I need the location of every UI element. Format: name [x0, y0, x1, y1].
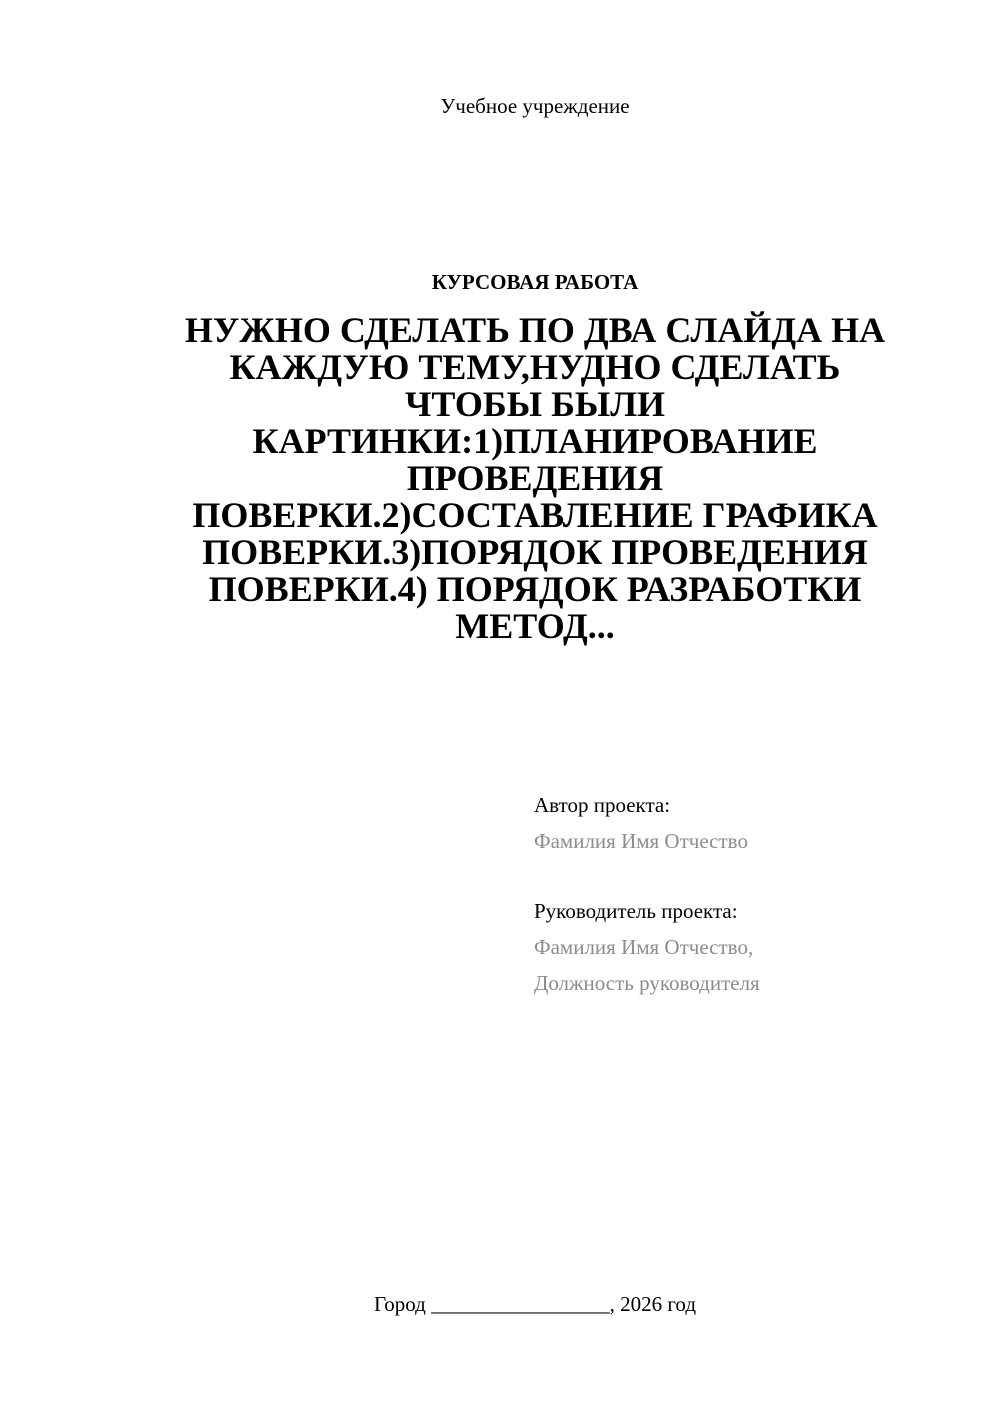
title-line: ПОВЕРКИ.4) ПОРЯДОК РАЗРАБОТКИ: [208, 569, 862, 609]
supervisor-name: Фамилия Имя Отчество,: [534, 935, 754, 959]
supervisor-block: [534, 893, 760, 1001]
supervisor-position: Должность руководителя: [534, 971, 760, 995]
title-line: ПРОВЕДЕНИЯ: [406, 458, 664, 498]
document-title: [150, 312, 920, 645]
institution-name: Учебное учреждение: [440, 94, 630, 118]
title-line: ПОВЕРКИ.2)СОСТАВЛЕНИЕ ГРАФИКА: [192, 495, 878, 535]
title-line: НУЖНО СДЕЛАТЬ ПО ДВА СЛАЙДА НА: [184, 310, 886, 350]
author-block: [534, 787, 748, 859]
title-line: ЧТОБЫ БЫЛИ: [404, 384, 666, 424]
author-label: Автор проекта:: [534, 793, 671, 817]
title-line: КАРТИНКИ:1)ПЛАНИРОВАНИЕ: [252, 421, 818, 461]
work-type: КУРСОВАЯ РАБОТА: [431, 270, 639, 294]
title-line: КАЖДУЮ ТЕМУ,НУДНО СДЕЛАТЬ: [229, 347, 841, 387]
title-line: ПОВЕРКИ.3)ПОРЯДОК ПРОВЕДЕНИЯ: [202, 532, 868, 572]
city-year-line: Город _________________, 2026 год: [373, 1292, 697, 1316]
author-name: Фамилия Имя Отчество: [534, 829, 748, 853]
supervisor-label: Руководитель проекта:: [534, 899, 738, 923]
title-line: МЕТОД...: [455, 606, 615, 646]
